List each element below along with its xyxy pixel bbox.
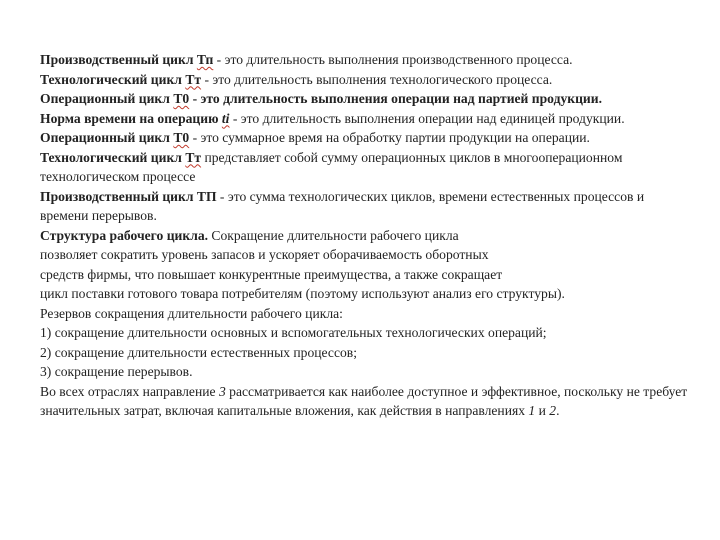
definition-technological-cycle-sum — [40, 148, 690, 187]
term-symbol: Т0 — [173, 130, 190, 145]
definition-operational-cycle — [40, 89, 690, 109]
definition-text: - это длительность выполнения операции над единицей продукции. — [229, 110, 625, 126]
conclusion-text: рассматривается как наиболее доступное и эффективное, поскольку не требует значительных затрат, включая капитальные вложения, как действия в направлениях — [40, 383, 688, 418]
direction-number: 1 — [528, 403, 536, 418]
definition-text: - это длительность выполнения операции над партией продукции. — [189, 91, 602, 106]
term-symbol: ti — [221, 110, 230, 126]
definition-time-norm — [40, 109, 690, 129]
term-label: Норма времени на операцию — [40, 110, 219, 126]
definition-technological-cycle — [40, 70, 690, 90]
term-symbol: Тт — [185, 71, 202, 87]
term-symbol: ТП — [196, 188, 217, 204]
term-symbol: Тп — [196, 52, 214, 67]
term-symbol: Тт — [185, 149, 202, 165]
definition-operational-cycle-total — [40, 128, 690, 148]
definition-production-cycle-sum — [40, 187, 690, 226]
structure-line: средств фирмы, что повышает конкурентные преимущества, а также сокращает — [40, 266, 503, 282]
reserve-item-2: 2) сокращение длительности естественных процессов; — [40, 344, 357, 360]
definition-text: - это суммарное время на обработку партии продукции на операции. — [189, 130, 590, 145]
term-label: Технологический цикл — [40, 149, 182, 165]
definition-text: - это длительность выполнения производственного процесса. — [213, 52, 573, 67]
structure-line: Резервов сокращения длительности рабочего цикла: — [40, 305, 343, 321]
structure-line: позволяет сократить уровень запасов и ускоряет оборачиваемость оборотных — [40, 247, 489, 262]
term-label: Операционный цикл — [40, 130, 170, 145]
term — [40, 52, 213, 67]
reserve-item-3: 3) сокращение перерывов. — [40, 364, 193, 379]
conclusion-text: Во всех отраслях направление — [40, 383, 219, 399]
term — [40, 72, 201, 87]
term — [40, 130, 189, 145]
direction-number: 2 — [549, 403, 557, 418]
term — [40, 189, 217, 204]
term — [40, 150, 201, 165]
term — [40, 111, 229, 126]
term-label: Производственный цикл — [40, 188, 194, 204]
term-symbol: Т0 — [173, 91, 190, 106]
work-cycle-structure — [40, 226, 690, 382]
term — [40, 91, 189, 106]
direction-number: 3 — [218, 383, 226, 399]
definition-text: представляет собой сумму операционных циклов в многооперационном технологическом процессе — [40, 149, 623, 184]
structure-heading: Структура рабочего цикла. — [40, 227, 209, 243]
reserve-item-1: 1) сокращение длительности основных и вспомогательных технологических операций; — [40, 325, 547, 340]
conclusion-text: . — [556, 403, 560, 418]
term-label: Производственный цикл — [40, 52, 194, 67]
term-label: Операционный цикл — [40, 91, 170, 106]
document-body — [40, 50, 690, 421]
conclusion-paragraph — [40, 382, 690, 421]
term-label: Технологический цикл — [40, 71, 182, 87]
definition-production-cycle — [40, 50, 690, 70]
structure-line: цикл поставки готового товара потребителям (поэтому используют анализ его структуры). — [40, 286, 565, 301]
structure-line: Сокращение длительности рабочего цикла — [208, 227, 459, 243]
definition-text: - это сумма технологических циклов, времени естественных процессов и времени перерывов. — [40, 188, 645, 223]
conclusion-text: и — [535, 403, 550, 418]
definition-text: - это длительность выполнения технологического процесса. — [201, 71, 553, 87]
